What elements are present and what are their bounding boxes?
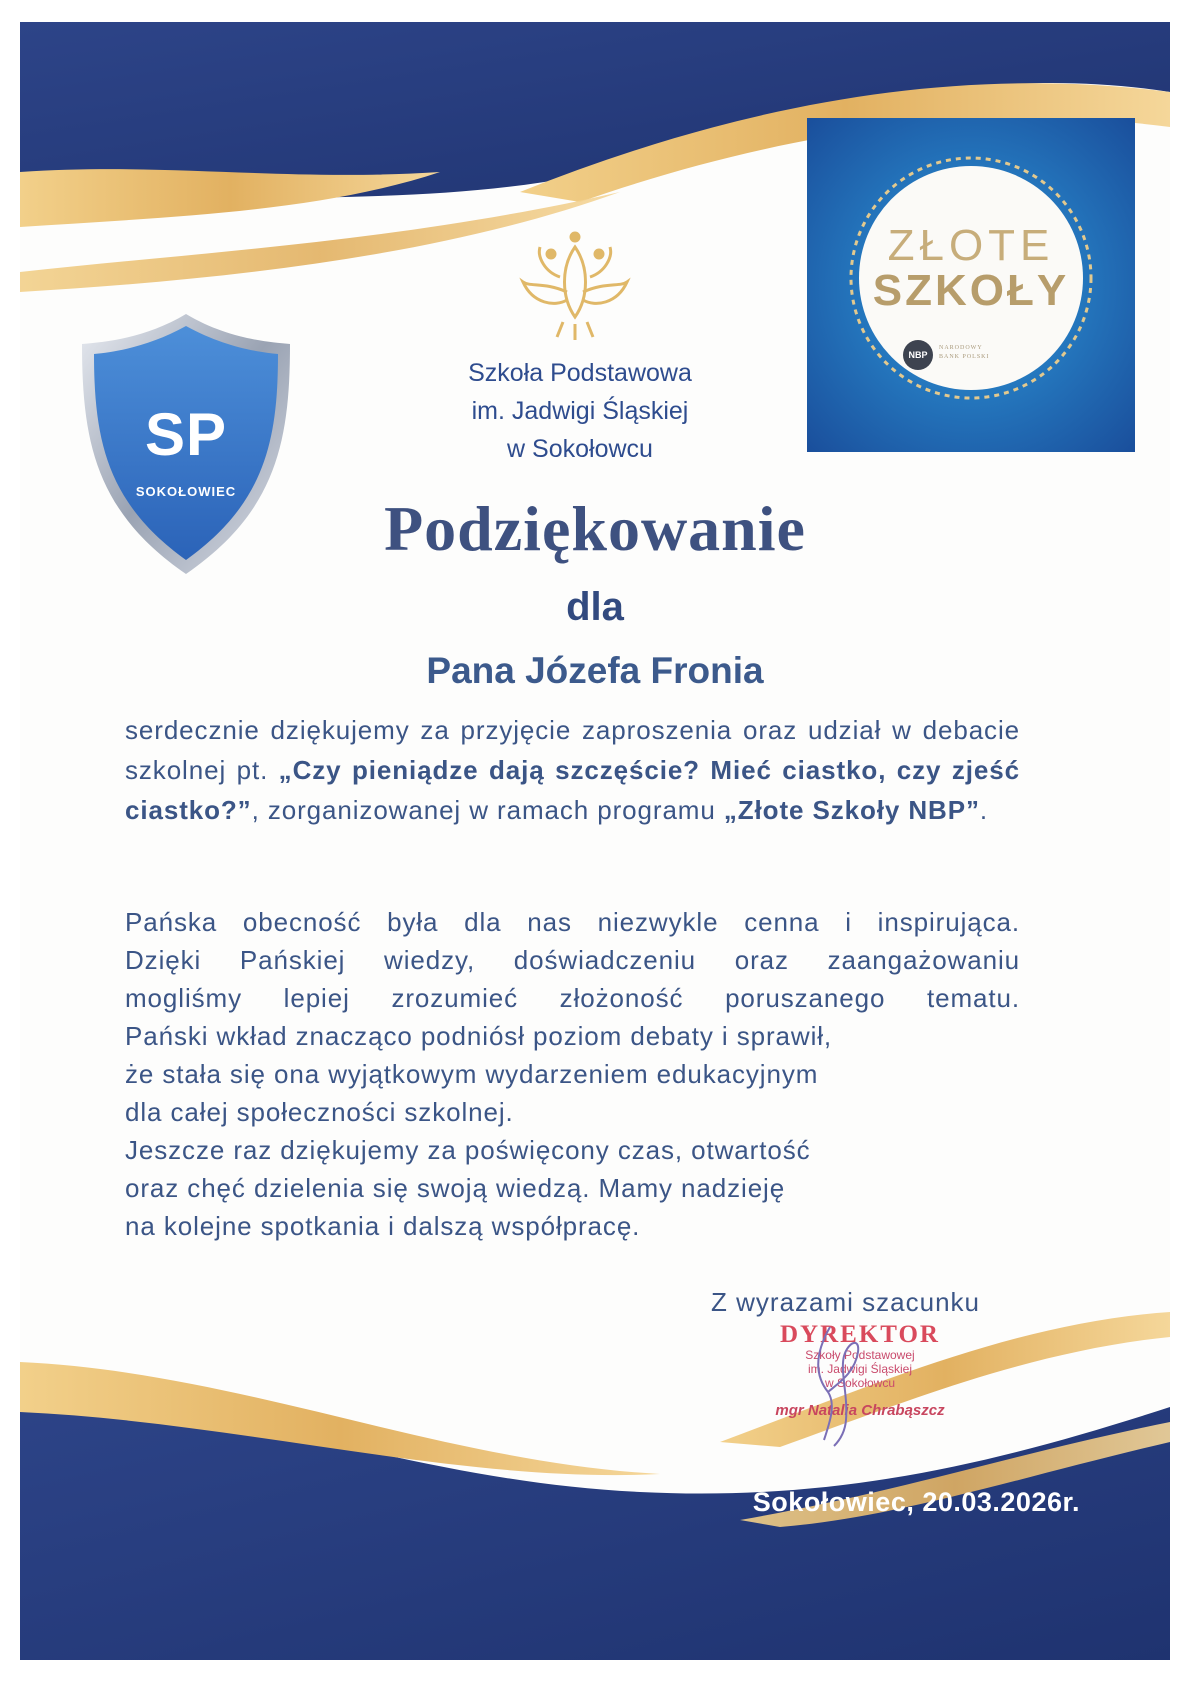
paragraph-1 xyxy=(125,710,1020,830)
p2-line: mogliśmy lepiej zrozumieć złożoność poruszanego tematu. xyxy=(125,983,1020,1013)
signature-icon xyxy=(800,1322,880,1452)
page-title: Podziękowanie xyxy=(384,493,806,564)
p1-program: „Złote Szkoły NBP” xyxy=(723,795,980,825)
logo-initials: SP xyxy=(144,401,228,468)
certificate-page xyxy=(20,22,1170,1660)
badge-title-line2: SZKOŁY xyxy=(872,266,1070,315)
p1-text-middle: , zorganizowanej w ramach programu xyxy=(251,795,724,825)
closing-phrase: Z wyrazami szacunku xyxy=(711,1287,980,1317)
nbp-coin-icon: NBP xyxy=(903,340,933,370)
paragraph-2 xyxy=(125,903,1020,1245)
gold-floral-icon xyxy=(523,233,627,340)
badge-title-line1: ZŁOTE xyxy=(887,221,1055,270)
for-label: dla xyxy=(566,585,624,629)
p2-line: Pański wkład znacząco podniósł poziom debaty i sprawił, xyxy=(125,1021,833,1051)
p2-line: Dzięki Pańskiej wiedzy, doświadczeniu oraz zaangażowaniu xyxy=(125,945,1020,975)
p1-debate-title: „Czy pieniądze dają szczęście? Mieć ciastko, czy zjeść ciastko?” xyxy=(125,755,1020,825)
p2-line: dla całej społeczności szkolnej. xyxy=(125,1097,514,1127)
logo-place: SOKOŁOWIEC xyxy=(135,484,237,499)
p2-line: oraz chęć dzielenia się swoją wiedzą. Mamy nadzieję xyxy=(125,1173,786,1203)
p1-text-before: serdecznie dziękujemy za przyjęcie zaproszenia oraz udział w debacie szkolnej pt. xyxy=(125,715,1020,785)
top-gold-sweep xyxy=(20,169,440,227)
issue-date: Sokołowiec, 20.03.2026r. xyxy=(752,1487,1080,1517)
stamp-line2: im. Jadwigi Śląskiej xyxy=(807,1362,913,1376)
school-name xyxy=(400,354,760,468)
school-name-line2: im. Jadwigi Śląskiej xyxy=(471,397,689,425)
school-name-line3: w Sokołowcu xyxy=(507,435,653,463)
nbp-caption-line2: BANK POLSKI xyxy=(939,354,990,360)
stamp-name: mgr Natalia Chrabąszcz xyxy=(775,1402,945,1419)
stamp-title: DYREKTOR xyxy=(779,1321,940,1348)
zlote-szkoly-badge xyxy=(807,118,1135,452)
p2-line: Jeszcze raz dziękujemy za poświęcony czas, otwartość xyxy=(125,1135,811,1165)
school-name-line1: Szkoła Podstawowa xyxy=(468,359,692,387)
p2-line: Pańska obecność była dla nas niezwykle cenna i inspirująca. xyxy=(125,907,1020,937)
p2-line: na kolejne spotkania i dalszą współpracę. xyxy=(125,1211,641,1241)
p1-text-end: . xyxy=(979,795,988,825)
stamp-line1: Szkoły Podstawowej xyxy=(805,1348,915,1362)
recipient-name: Pana Józefa Fronia xyxy=(426,650,764,691)
p2-line: że stała się ona wyjątkowym wydarzeniem edukacyjnym xyxy=(125,1059,819,1089)
stamp-line3: w Sokołowcu xyxy=(824,1376,896,1390)
nbp-caption-line1: NARODOWY xyxy=(939,345,983,351)
